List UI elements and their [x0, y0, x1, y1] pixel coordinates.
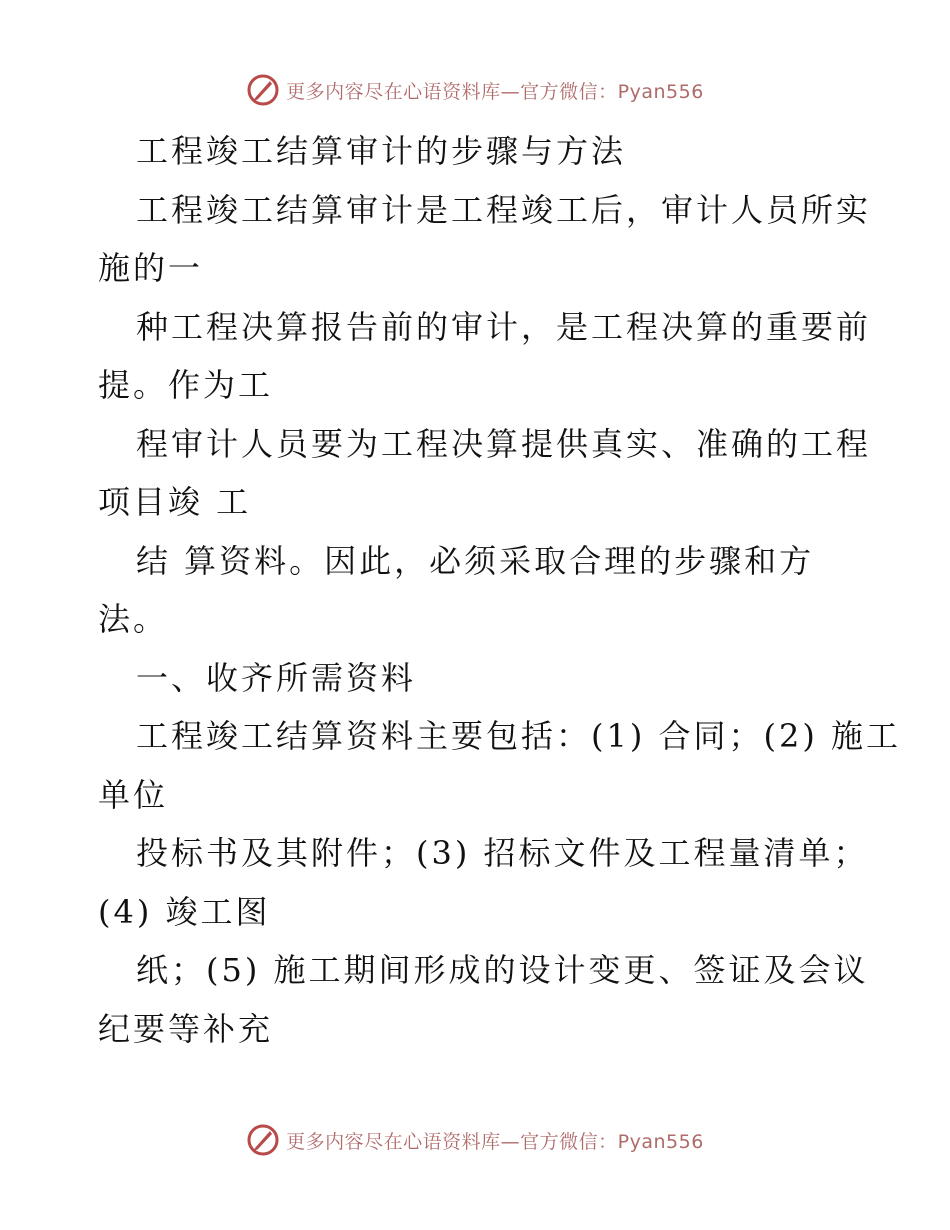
paragraph-line: 提。作为工: [98, 366, 274, 404]
paragraph-line: 法。: [98, 600, 169, 638]
paragraph-line: 程审计人员要为工程决算提供真实、准确的工程: [136, 424, 872, 463]
document-body: [98, 122, 902, 1058]
paragraph-line: 结 算资料。因此，必须采取合理的步骤和方: [136, 541, 815, 580]
section-heading: 一、收齐所需资料: [136, 658, 417, 697]
paragraph-line: 纪要等补充: [98, 1009, 274, 1048]
document-title: 工程竣工结算审计的步骤与方法: [136, 132, 627, 170]
paragraph-line: 投标书及其附件；(3) 招标文件及工程量清单；: [136, 834, 869, 872]
paragraph-line: 施的一: [98, 249, 204, 287]
paragraph-line: 工程竣工结算资料主要包括：(1) 合同；(2) 施工: [136, 717, 902, 755]
paragraph-line: 项目竣 工: [98, 483, 252, 521]
paragraph-line: 单位: [98, 775, 169, 814]
quill-logo-icon: [246, 1123, 280, 1157]
paragraph-line: 纸；(5) 施工期间形成的设计变更、签证及会议: [136, 951, 869, 989]
paragraph-line: 种工程决算报告前的审计，是工程决算的重要前: [136, 307, 872, 346]
footer-watermark: [0, 1120, 950, 1160]
quill-logo-icon: [246, 73, 280, 107]
header-watermark: [0, 70, 950, 110]
paragraph-line: 工程竣工结算审计是工程竣工后，审计人员所实: [136, 190, 872, 229]
watermark-text: 更多内容尽在心语资料库—官方微信：Pyan556: [286, 1130, 704, 1153]
watermark-text: 更多内容尽在心语资料库—官方微信：Pyan556: [286, 80, 704, 103]
paragraph-line: (4) 竣工图: [98, 892, 271, 931]
